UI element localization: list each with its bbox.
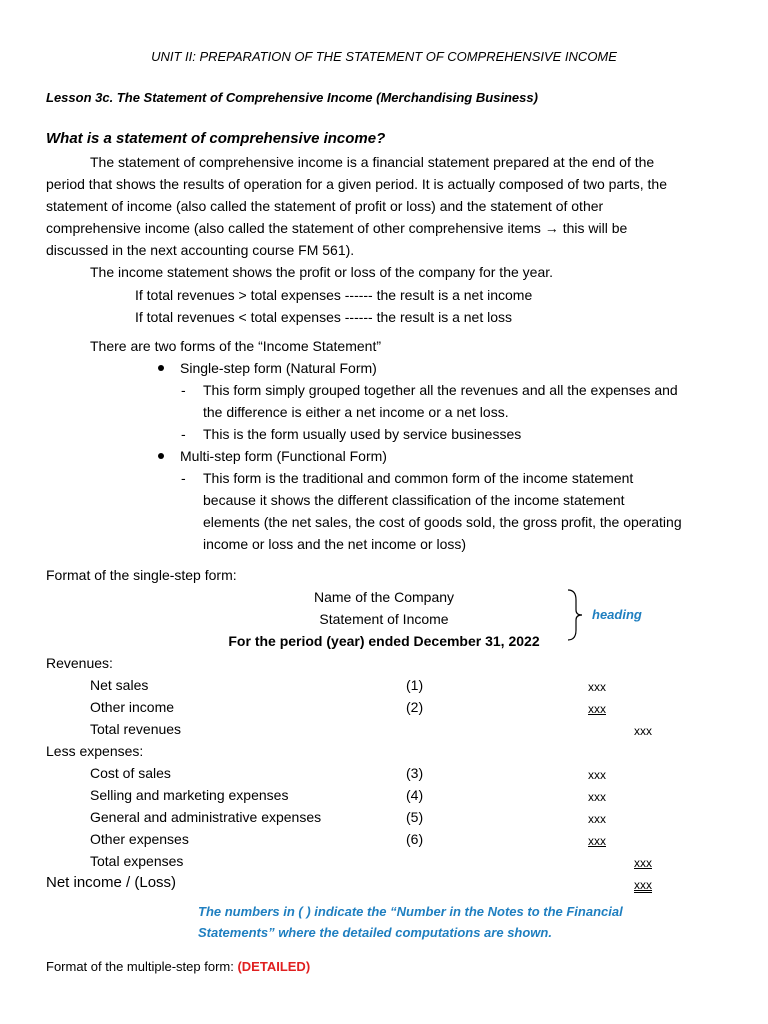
total-expenses-amount: xxx — [634, 856, 652, 870]
rule-line-1: If total revenues > total expenses ------ the result is a net income — [135, 287, 533, 303]
revenues-label: Revenues: — [46, 655, 113, 671]
dash-marker: - — [181, 426, 186, 442]
expense-row-note: (6) — [406, 831, 424, 847]
total-revenues-amount: xxx — [634, 724, 652, 738]
form-2-point-1-line-1: This form is the traditional and common form of the income statement — [203, 470, 634, 486]
question-heading: What is a statement of comprehensive income? — [46, 130, 386, 147]
intro-line-4: comprehensive income (also called the statement of other comprehensive items → this will be — [46, 220, 628, 236]
expense-row-label: Cost of sales — [90, 765, 171, 781]
expense-row-note: (4) — [406, 787, 424, 803]
notes-text-line-2: Statements” where the detailed computations are shown. — [198, 925, 552, 940]
heading-brace-label: heading — [592, 607, 642, 622]
unit-title: UNIT II: PREPARATION OF THE STATEMENT OF COMPREHENSIVE INCOME — [151, 49, 617, 64]
expense-row-amount: xxx — [588, 790, 606, 804]
revenue-row-amount: xxx — [588, 702, 606, 716]
bullet-icon — [158, 365, 164, 371]
revenue-row-label: Other income — [90, 699, 175, 715]
rule-line-2: If total revenues < total expenses ------ the result is a net loss — [135, 309, 513, 325]
intro-line-3: statement of income (also called the statement of profit or loss) and the statement of other — [46, 198, 604, 214]
company-name: Name of the Company — [313, 589, 455, 605]
brace-icon — [566, 588, 586, 642]
expense-row-note: (3) — [406, 765, 424, 781]
form-1-name: Single-step form (Natural Form) — [180, 360, 377, 376]
form-2-point-1-line-4: income or loss and the net income or loss) — [203, 536, 467, 552]
revenue-row-amount: xxx — [588, 680, 606, 694]
revenue-row-label: Net sales — [90, 677, 149, 693]
multi-step-label — [46, 956, 310, 978]
bullet-icon — [158, 453, 164, 459]
intro-line-5: discussed in the next accounting course FM 561). — [46, 242, 355, 258]
expenses-label: Less expenses: — [46, 743, 144, 759]
revenue-row-note: (1) — [406, 677, 424, 693]
forms-intro: There are two forms of the “Income Statement” — [90, 338, 382, 354]
expense-row-amount: xxx — [588, 834, 606, 848]
single-step-label: Format of the single-step form: — [46, 567, 237, 583]
form-2-name: Multi-step form (Functional Form) — [180, 448, 387, 464]
expense-row-label: Selling and marketing expenses — [90, 787, 289, 803]
notes-text-line-1: The numbers in ( ) indicate the “Number in the Notes to the Financial — [198, 904, 623, 919]
multi-step-tag: (DETAILED) — [237, 959, 311, 974]
net-income-amount: xxx — [634, 878, 652, 892]
multi-step-label-text: Format of the multiple-step form: — [46, 959, 238, 974]
net-income-label: Net income / (Loss) — [46, 874, 177, 891]
expense-row-amount: xxx — [588, 812, 606, 826]
form-1-point-2: This is the form usually used by service businesses — [203, 426, 522, 442]
form-2-point-1-line-2: because it shows the different classification of the income statement — [203, 492, 625, 508]
intro-line-1: The statement of comprehensive income is a financial statement prepared at the end of the — [90, 154, 655, 170]
total-revenues-label: Total revenues — [90, 721, 182, 737]
expense-row-amount: xxx — [588, 768, 606, 782]
income-statement-line: The income statement shows the profit or loss of the company for the year. — [90, 264, 554, 280]
form-2-point-1-line-3: elements (the net sales, the cost of goods sold, the gross profit, the operating — [203, 514, 682, 530]
form-1-point-1-line-2: the difference is either a net income or a net loss. — [203, 404, 509, 420]
expense-row-note: (5) — [406, 809, 424, 825]
revenue-row-note: (2) — [406, 699, 424, 715]
lesson-title: Lesson 3c. The Statement of Comprehensive Income (Merchandising Business) — [46, 90, 538, 105]
dash-marker: - — [181, 470, 186, 486]
total-expenses-label: Total expenses — [90, 853, 184, 869]
form-1-point-1-line-1: This form simply grouped together all the revenues and all the expenses and — [203, 382, 678, 398]
expense-row-label: Other expenses — [90, 831, 189, 847]
dash-marker: - — [181, 382, 186, 398]
intro-line-2: period that shows the results of operation for a given period. It is actually composed of two parts, the — [46, 176, 668, 192]
statement-name: Statement of Income — [319, 611, 449, 627]
period-line: For the period (year) ended December 31, 2022 — [228, 633, 540, 649]
expense-row-label: General and administrative expenses — [90, 809, 322, 825]
